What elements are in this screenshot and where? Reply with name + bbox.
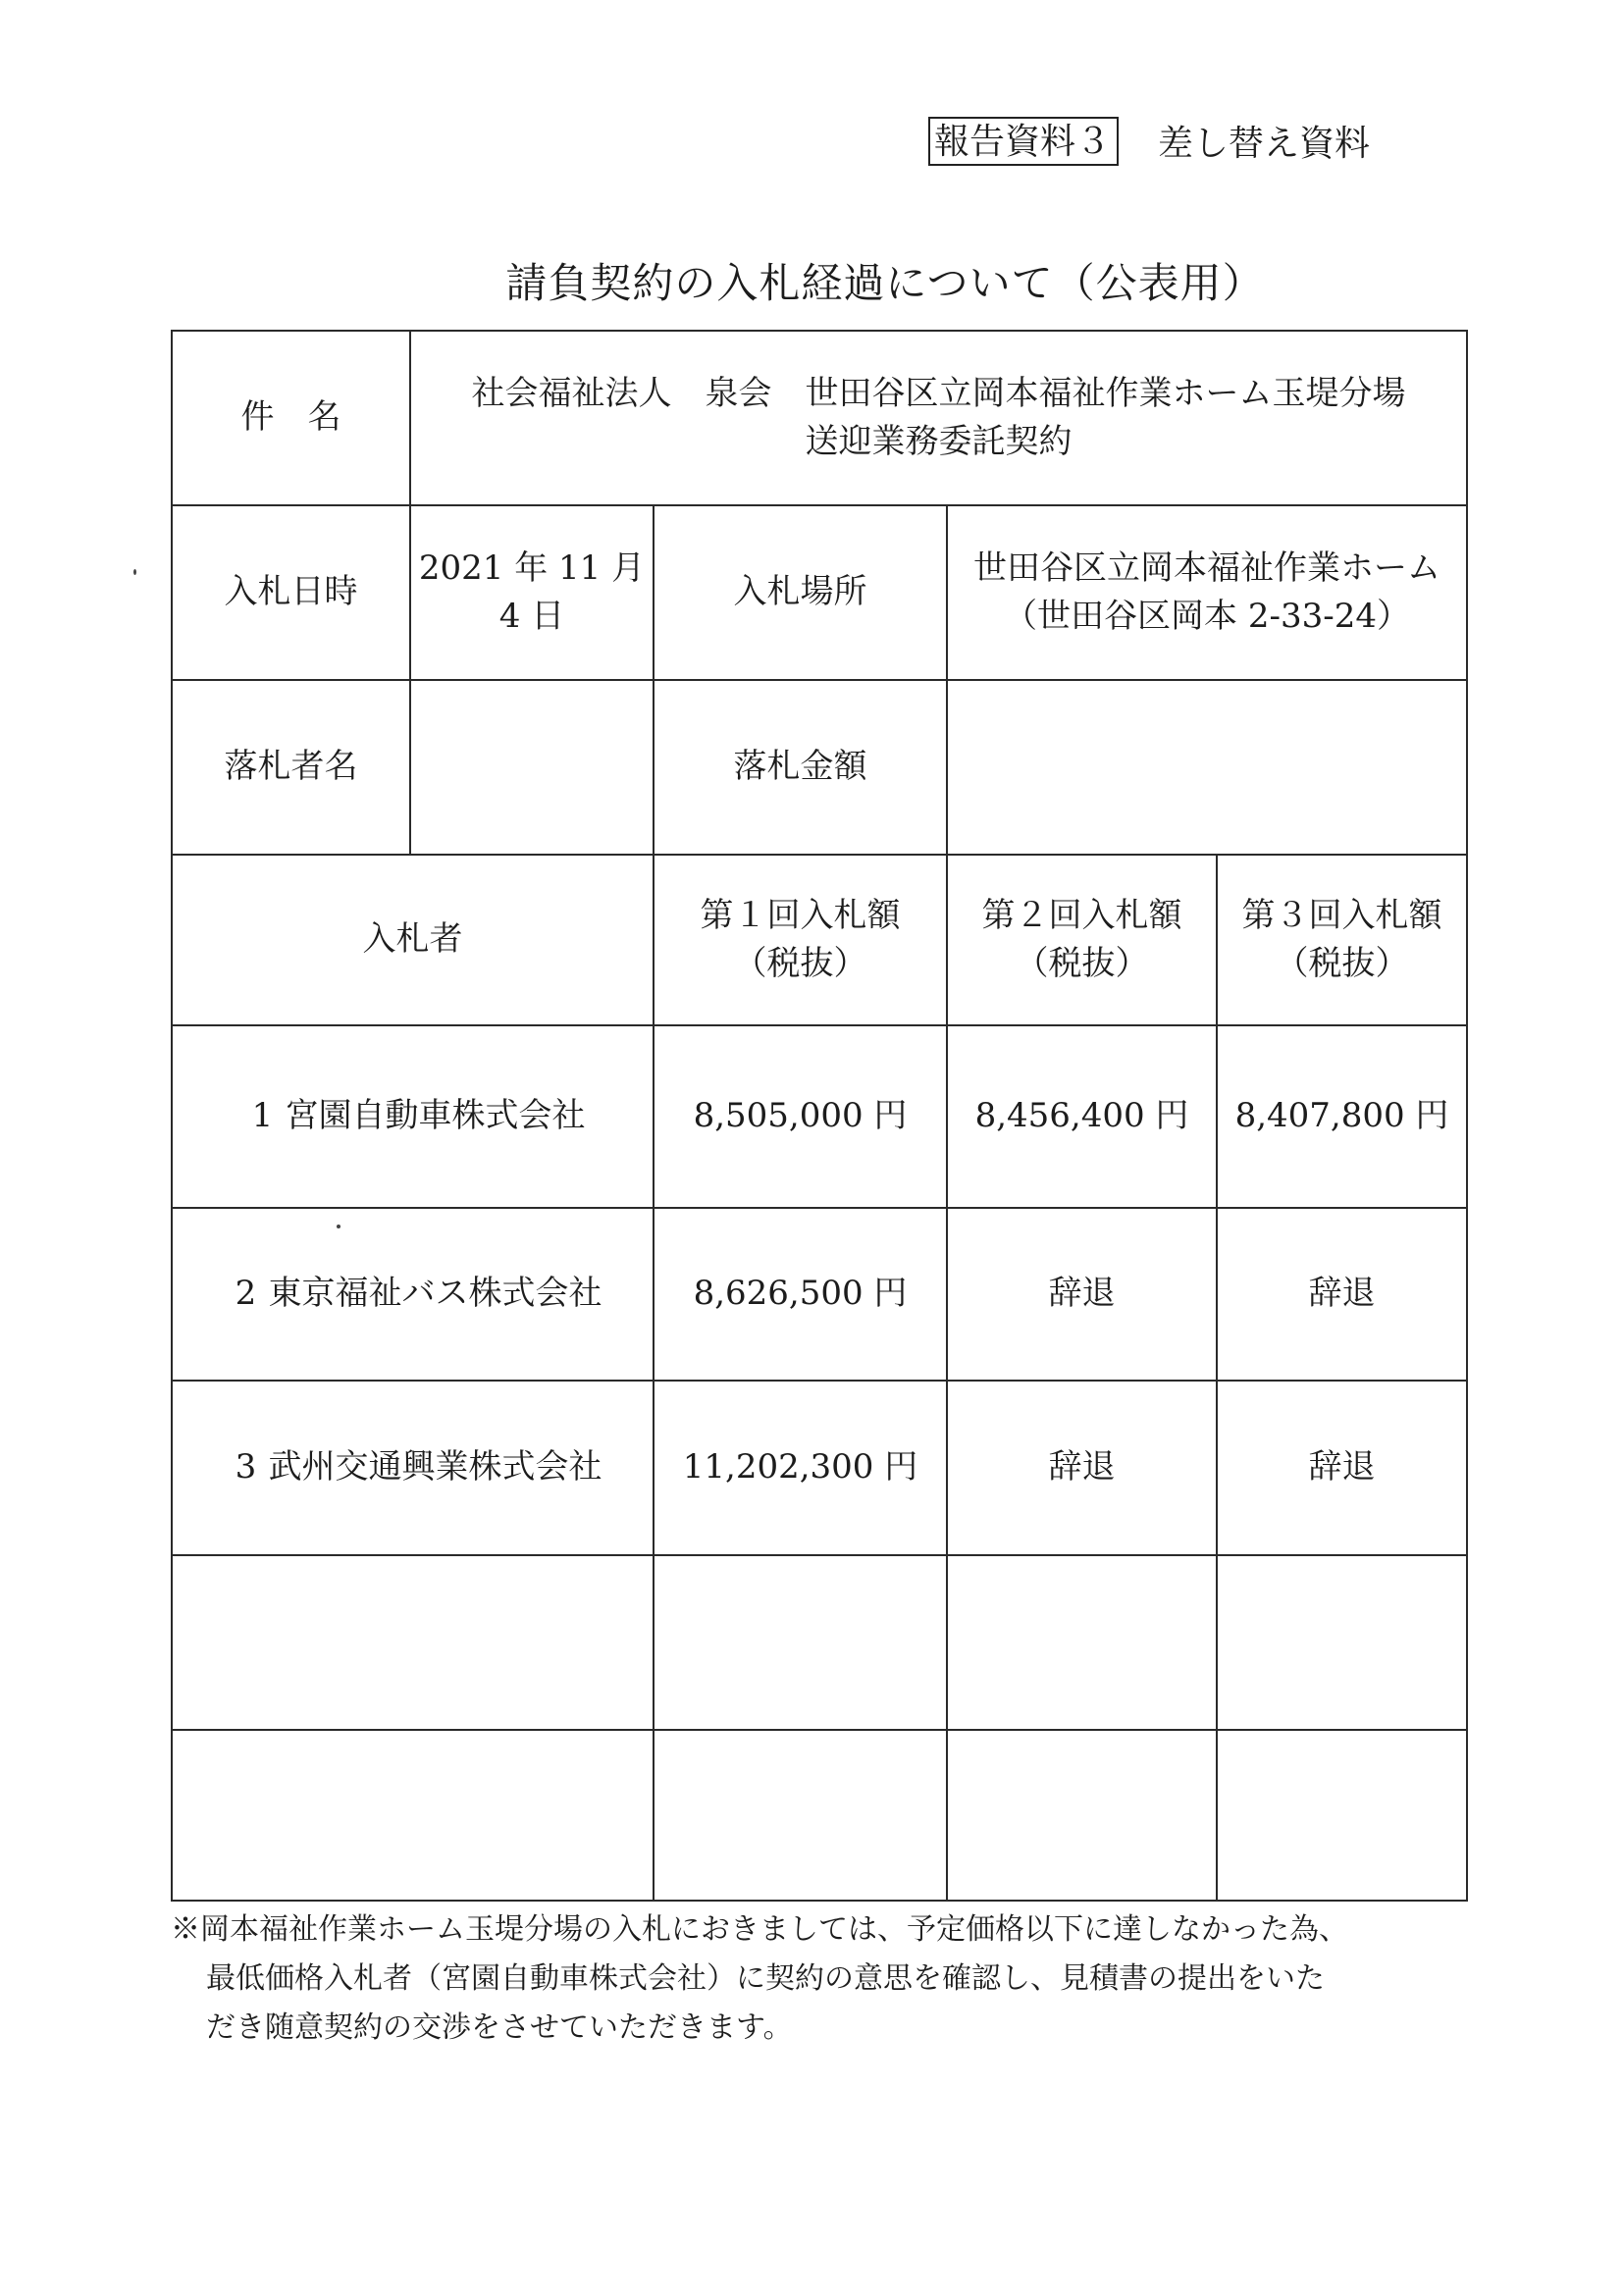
empty-cell — [654, 1730, 947, 1901]
bid-place-label: 入札場所 — [654, 505, 947, 680]
bid-amount-round-2: 辞退 — [947, 1381, 1217, 1555]
empty-cell — [947, 1555, 1217, 1730]
bidder-number: 3 — [235, 1447, 257, 1487]
subject-line-2: 送迎業務委託契約 — [805, 422, 1073, 461]
bidder-number: 1 — [251, 1096, 274, 1136]
bidder-name: 宮園自動車株式会社 — [285, 1096, 586, 1136]
bid-amount-round-3: 辞退 — [1217, 1381, 1467, 1555]
round-1-header-note: （税抜） — [733, 944, 867, 983]
empty-row — [172, 1555, 1467, 1730]
round-2-header-title: 第２回入札額 — [981, 895, 1182, 935]
empty-row — [172, 1730, 1467, 1901]
empty-cell — [172, 1555, 654, 1730]
bid-result-table — [171, 330, 1468, 1902]
winner-value — [410, 680, 654, 855]
winning-amount-label: 落札金額 — [654, 680, 947, 855]
footnote — [171, 1905, 1486, 2053]
bid-place-line-1: 世田谷区立岡本福祉作業ホーム — [973, 548, 1440, 588]
bid-place-value — [947, 505, 1467, 680]
replacement-note: 差し替え資料 — [1158, 124, 1371, 164]
bidder-name-cell — [172, 1381, 654, 1555]
bid-amount-round-3: 8,407,800 円 — [1217, 1025, 1467, 1208]
winner-row — [172, 680, 1467, 855]
empty-cell — [1217, 1555, 1467, 1730]
bid-amount-round-2: 辞退 — [947, 1208, 1217, 1381]
empty-cell — [1217, 1730, 1467, 1901]
empty-cell — [172, 1730, 654, 1901]
page-title: 請負契約の入札経過について（公表用） — [505, 259, 1265, 307]
bid-place-line-2: （世田谷区岡本 2-33-24） — [1004, 597, 1410, 636]
round-3-header — [1217, 855, 1467, 1025]
round-2-header-note: （税抜） — [1015, 944, 1149, 983]
bid-date-label: 入札日時 — [172, 505, 410, 680]
bidder-row — [172, 1208, 1467, 1381]
bid-amount-round-1: 11,202,300 円 — [654, 1381, 947, 1555]
bidder-row — [172, 1381, 1467, 1555]
scan-speck — [337, 1225, 340, 1228]
report-material-box: 報告資料３ — [928, 117, 1119, 166]
subject-value — [410, 331, 1467, 505]
round-3-header-note: （税抜） — [1275, 944, 1409, 983]
bidder-name-cell — [172, 1208, 654, 1381]
winning-amount-value — [947, 680, 1467, 855]
empty-cell — [654, 1555, 947, 1730]
date-place-row — [172, 505, 1467, 680]
scan-speck — [133, 569, 136, 575]
subject-label: 件 名 — [172, 331, 410, 505]
winner-label: 落札者名 — [172, 680, 410, 855]
bid-amount-round-3: 辞退 — [1217, 1208, 1467, 1381]
round-2-header — [947, 855, 1217, 1025]
bidder-name-cell — [172, 1025, 654, 1208]
bidder-row — [172, 1025, 1467, 1208]
subject-line-1: 社会福祉法人 泉会 世田谷区立岡本福祉作業ホーム玉堤分場 — [471, 373, 1406, 413]
bidder-number: 2 — [235, 1274, 257, 1314]
footnote-line-2: 最低価格入札者（宮園自動車株式会社）に契約の意思を確認し、見積書の提出をいた — [206, 1961, 1325, 1996]
subject-row — [172, 331, 1467, 505]
bidder-name: 武州交通興業株式会社 — [268, 1447, 602, 1487]
bid-amount-round-2: 8,456,400 円 — [947, 1025, 1217, 1208]
bid-amount-round-1: 8,626,500 円 — [654, 1208, 947, 1381]
round-header-row — [172, 855, 1467, 1025]
bidder-name: 東京福祉バス株式会社 — [268, 1274, 602, 1314]
round-1-header — [654, 855, 947, 1025]
round-1-header-title: 第１回入札額 — [700, 895, 901, 935]
document-reference — [928, 116, 1370, 166]
footnote-line-3: だき随意契約の交渉をさせていただきます。 — [206, 2010, 793, 2045]
bid-date-value: 2021 年 11 月 4 日 — [410, 505, 654, 680]
round-3-header-title: 第３回入札額 — [1241, 895, 1442, 935]
bidders-label: 入札者 — [172, 855, 654, 1025]
bid-amount-round-1: 8,505,000 円 — [654, 1025, 947, 1208]
footnote-line-1: ※岡本福祉作業ホーム玉堤分場の入札におきましては、予定価格以下に達しなかった為、 — [171, 1912, 1348, 1947]
empty-cell — [947, 1730, 1217, 1901]
